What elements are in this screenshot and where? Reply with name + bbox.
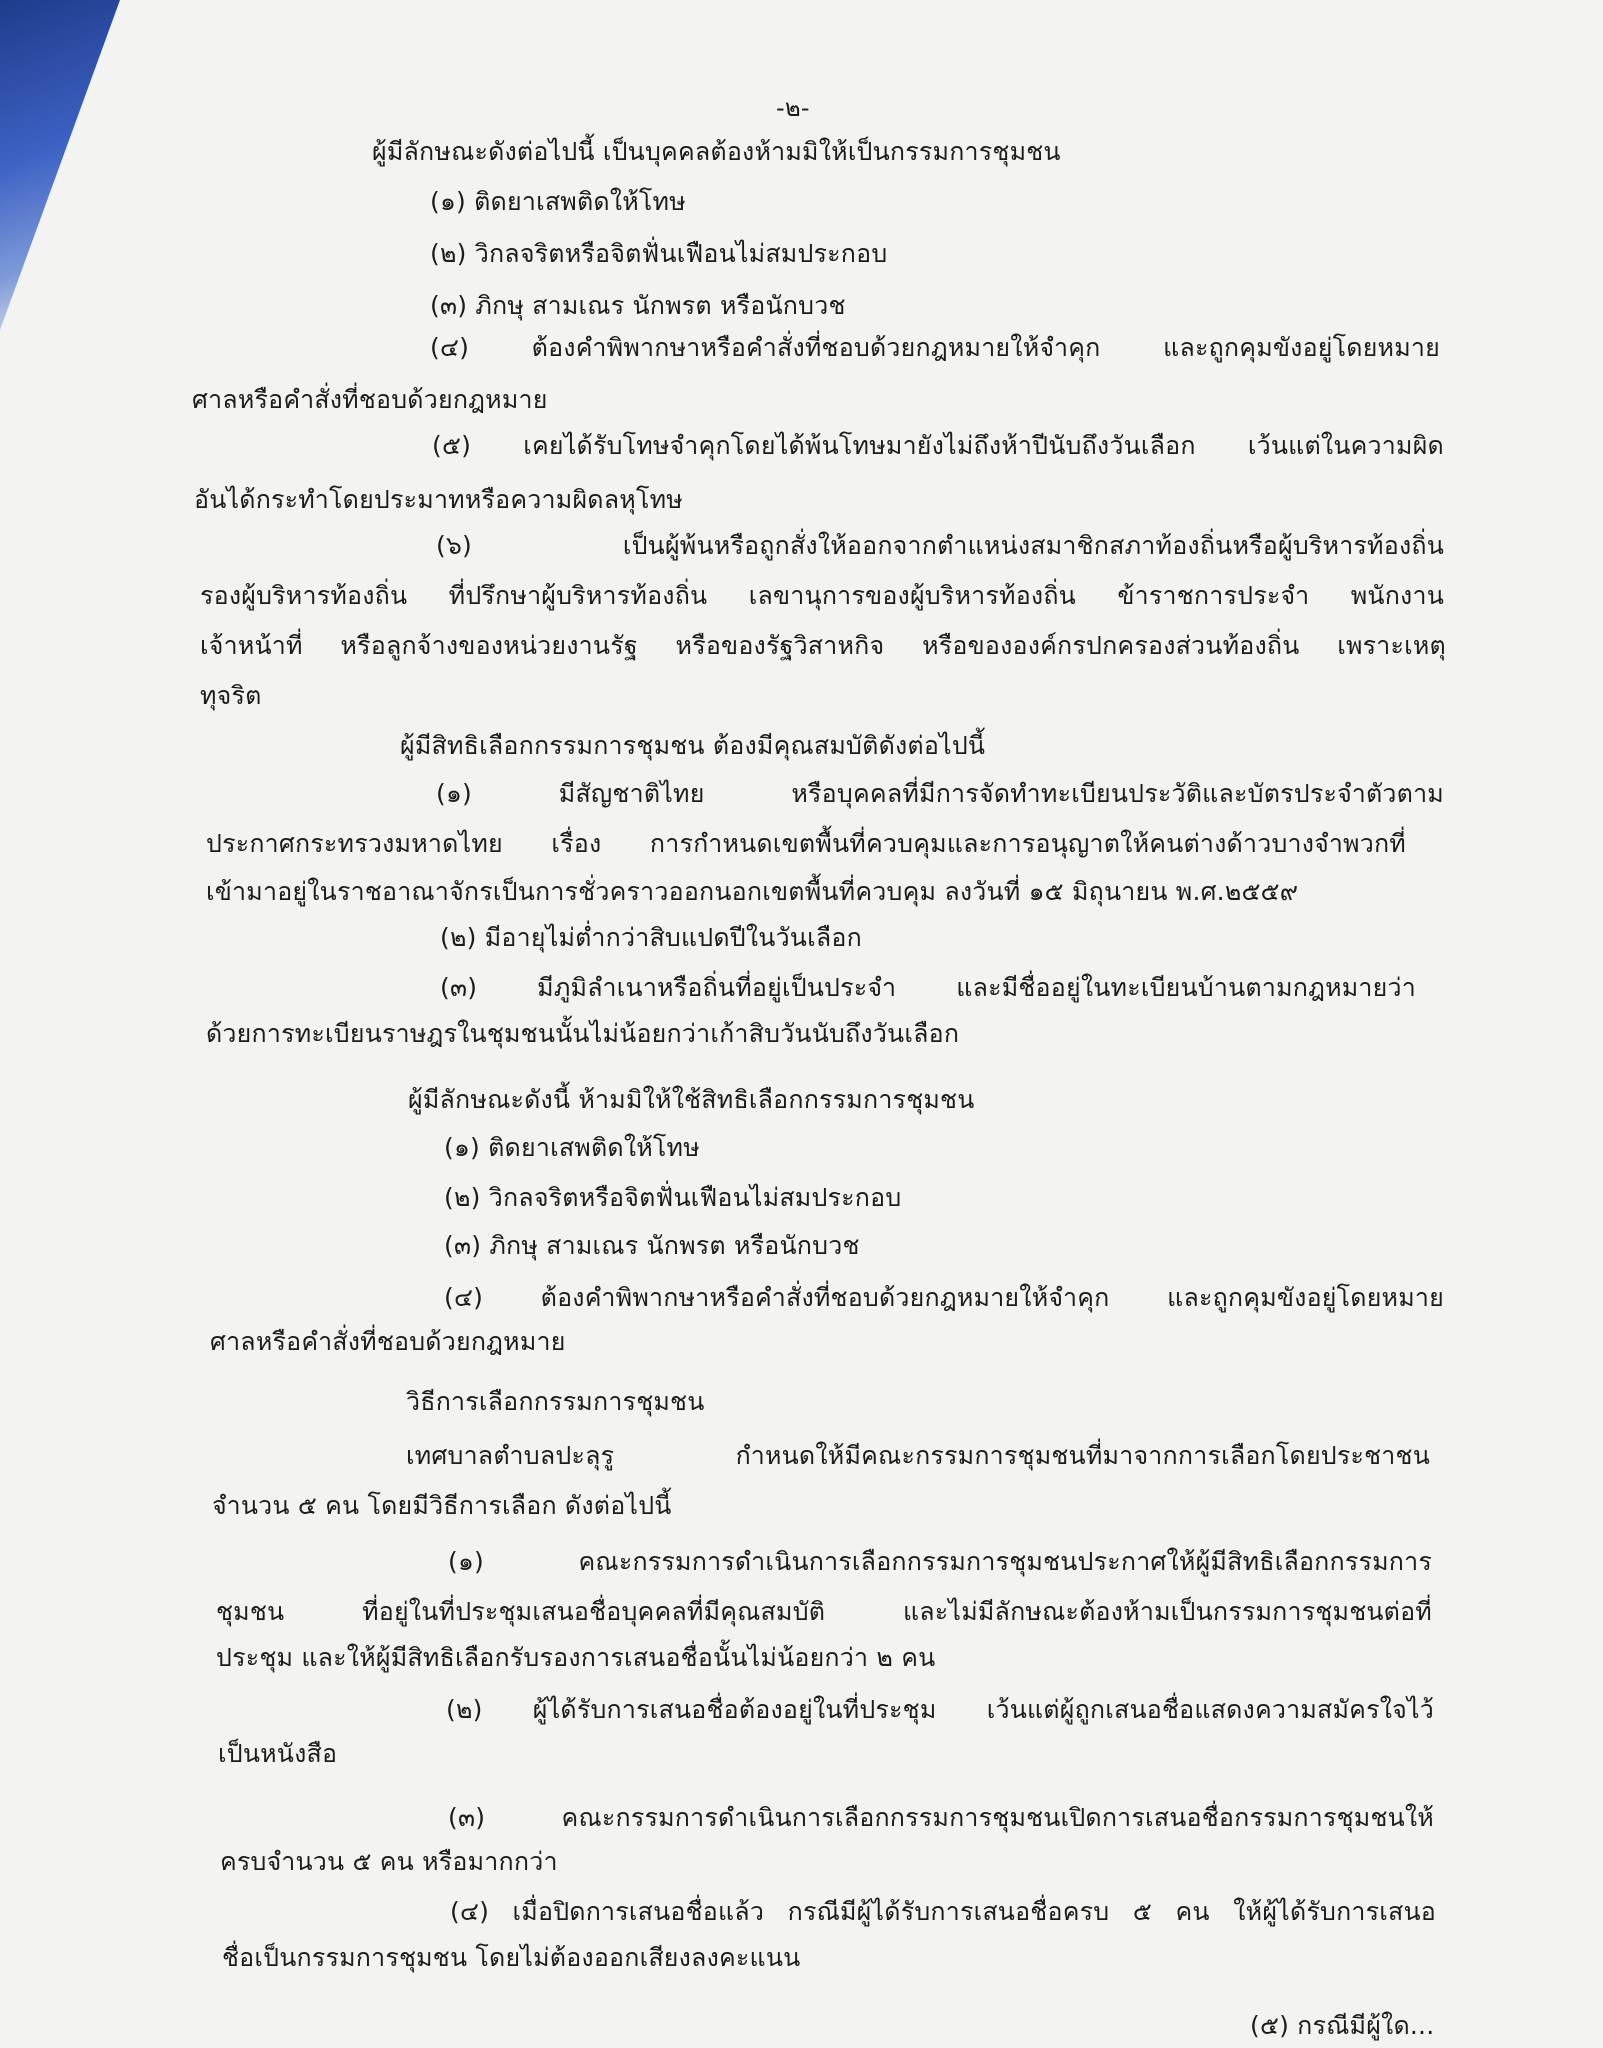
list-item: (๖) เป็นผู้พ้นหรือถูกสั่งให้ออกจากตำแหน่งสมาชิกสภาท้องถิ่นหรือผู้บริหารท้องถิ่น bbox=[436, 531, 1444, 560]
list-item: (๔) เมื่อปิดการเสนอชื่อแล้ว กรณีมีผู้ได้รับการเสนอชื่อครบ ๕ คน ให้ผู้ได้รับการเสนอ bbox=[450, 1897, 1436, 1926]
list-item: (๔) ต้องคำพิพากษาหรือคำสั่งที่ชอบด้วยกฎหมายให้จำคุก และถูกคุมขังอยู่โดยหมาย bbox=[430, 333, 1440, 362]
list-item: (๔) ต้องคำพิพากษาหรือคำสั่งที่ชอบด้วยกฎหมายให้จำคุก และถูกคุมขังอยู่โดยหมาย bbox=[444, 1283, 1444, 1312]
section-heading-disqualified-voters: ผู้มีลักษณะดังนี้ ห้ามมิให้ใช้สิทธิเลือกกรรมการชุมชน bbox=[408, 1085, 975, 1114]
list-item: (๓) ภิกษุ สามเณร นักพรต หรือนักบวช bbox=[430, 291, 846, 320]
paragraph: เทศบาลตำบลปะลุรู กำหนดให้มีคณะกรรมการชุมชนที่มาจากการเลือกโดยประชาชน bbox=[406, 1441, 1430, 1470]
paragraph-continuation: จำนวน ๕ คน โดยมีวิธีการเลือก ดังต่อไปนี้ bbox=[212, 1491, 672, 1520]
list-item-continuation: อันได้กระทำโดยประมาทหรือความผิดลหุโทษ bbox=[194, 485, 683, 514]
list-item-continuation: เป็นหนังสือ bbox=[218, 1739, 338, 1768]
list-item-continuation: ครบจำนวน ๕ คน หรือมากกว่า bbox=[220, 1847, 558, 1876]
list-item-continuation: ประกาศกระทรวงมหาดไทย เรื่อง การกำหนดเขตพื้นที่ควบคุมและการอนุญาตให้คนต่างด้าวบางจำพวกที่ bbox=[206, 829, 1406, 858]
list-item: (๑) มีสัญชาติไทย หรือบุคคลที่มีการจัดทำทะเบียนประวัติและบัตรประจำตัวตาม bbox=[436, 779, 1444, 808]
page-number: -๒- bbox=[776, 94, 810, 122]
list-item: (๓) คณะกรรมการดำเนินการเลือกกรรมการชุมชนเปิดการเสนอชื่อกรรมการชุมชนให้ bbox=[448, 1803, 1434, 1832]
list-item: (๒) วิกลจริตหรือจิตฟั่นเฟือนไม่สมประกอบ bbox=[430, 239, 888, 268]
list-item-continuation: ชื่อเป็นกรรมการชุมชน โดยไม่ต้องออกเสียงลงคะแนน bbox=[222, 1943, 801, 1972]
list-item-continuation: ทุจริต bbox=[200, 681, 262, 710]
list-item: (๑) ติดยาเสพติดให้โทษ bbox=[444, 1133, 700, 1162]
list-item: (๒) มีอายุไม่ต่ำกว่าสิบแปดปีในวันเลือก bbox=[440, 923, 862, 952]
list-item: (๕) เคยได้รับโทษจำคุกโดยได้พ้นโทษมายังไม่ถึงห้าปีนับถึงวันเลือก เว้นแต่ในความผิด bbox=[432, 431, 1444, 460]
continuation-marker: (๕) กรณีมีผู้ใด... bbox=[1250, 2011, 1435, 2040]
list-item: (๓) มีภูมิลำเนาหรือถิ่นที่อยู่เป็นประจำ และมีชื่ออยู่ในทะเบียนบ้านตามกฎหมายว่า bbox=[440, 973, 1416, 1002]
list-item-continuation: ศาลหรือคำสั่งที่ชอบด้วยกฎหมาย bbox=[192, 385, 548, 414]
list-item-continuation: เข้ามาอยู่ในราชอาณาจักรเป็นการชั่วคราวออกนอกเขตพื้นที่ควบคุม ลงวันที่ ๑๕ มิถุนายน พ.ศ.๒๕๕๙ bbox=[206, 877, 1299, 906]
list-item: (๒) ผู้ได้รับการเสนอชื่อต้องอยู่ในที่ประชุม เว้นแต่ผู้ถูกเสนอชื่อแสดงความสมัครใจไว้ bbox=[446, 1695, 1434, 1724]
list-item: (๑) คณะกรรมการดำเนินการเลือกกรรมการชุมชนประกาศให้ผู้มีสิทธิเลือกกรรมการ bbox=[448, 1547, 1432, 1576]
list-item: (๓) ภิกษุ สามเณร นักพรต หรือนักบวช bbox=[444, 1231, 860, 1260]
section-heading-voter-qualifications: ผู้มีสิทธิเลือกกรรมการชุมชน ต้องมีคุณสมบัติดังต่อไปนี้ bbox=[400, 731, 986, 760]
list-item-continuation: ประชุม และให้ผู้มีสิทธิเลือกรับรองการเสนอชื่อนั้นไม่น้อยกว่า ๒ คน bbox=[216, 1643, 936, 1672]
list-item: (๒) วิกลจริตหรือจิตฟั่นเฟือนไม่สมประกอบ bbox=[444, 1183, 902, 1212]
list-item-continuation: เจ้าหน้าที่ หรือลูกจ้างของหน่วยงานรัฐ หรือของรัฐวิสาหกิจ หรือขององค์กรปกครองส่วนท้องถิ่น เพราะเหตุ bbox=[200, 631, 1446, 660]
section-heading-election-method: วิธีการเลือกกรรมการชุมชน bbox=[406, 1387, 705, 1416]
section-heading-disqualified-members: ผู้มีลักษณะดังต่อไปนี้ เป็นบุคคลต้องห้ามมิให้เป็นกรรมการชุมชน bbox=[372, 137, 1061, 166]
list-item: (๑) ติดยาเสพติดให้โทษ bbox=[430, 187, 686, 216]
list-item-continuation: ด้วยการทะเบียนราษฎรในชุมชนนั้นไม่น้อยกว่าเก้าสิบวันนับถึงวันเลือก bbox=[206, 1019, 960, 1048]
list-item-continuation: รองผู้บริหารท้องถิ่น ที่ปรึกษาผู้บริหารท้องถิ่น เลขานุการของผู้บริหารท้องถิ่น ข้าราชการประจำ พนักงาน bbox=[200, 581, 1444, 610]
list-item-continuation: ชุมชน ที่อยู่ในที่ประชุมเสนอชื่อบุคคลที่มีคุณสมบัติ และไม่มีลักษณะต้องห้ามเป็นกรรมการชุมชนต่อที่ bbox=[216, 1597, 1432, 1626]
list-item-continuation: ศาลหรือคำสั่งที่ชอบด้วยกฎหมาย bbox=[210, 1327, 566, 1356]
